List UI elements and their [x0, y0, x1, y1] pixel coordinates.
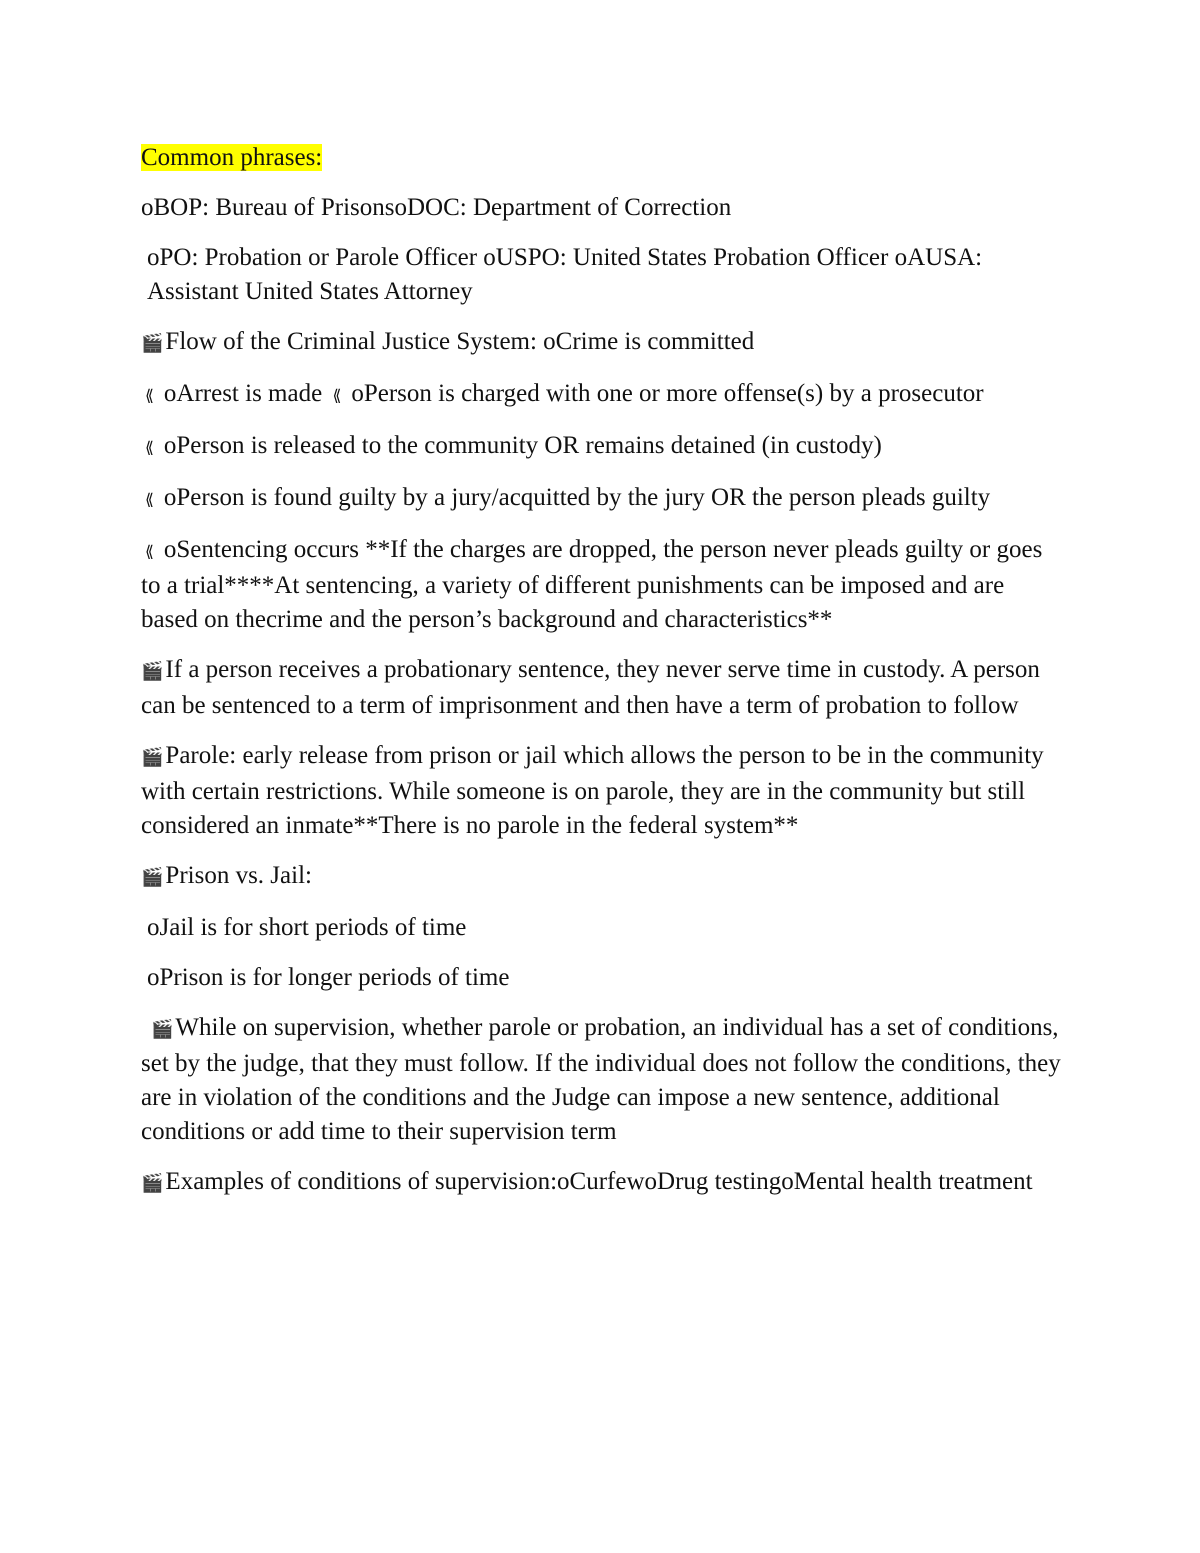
paragraph-released — [141, 429, 1066, 465]
clapperboard-icon: 🎬 — [141, 747, 164, 768]
paragraph-abbreviations-1: oBOP: Bureau of PrisonsoDOC: Department of Correction — [141, 194, 732, 221]
paragraph-probation — [141, 653, 1066, 723]
clapperboard-icon: 🎬 — [141, 1173, 164, 1194]
paragraph-sentencing — [141, 533, 1066, 637]
sentencing-text: oSentencing occurs **If the charges are dropped, the person never pleads guilty or goes to a trial****At sentencing, a variety of different punishments can be imposed and are based on thecrime and the person’s background and characteristics** — [141, 536, 1043, 633]
charged-text: oPerson is charged with one or more offense(s) by a prosecutor — [351, 380, 984, 407]
arrest-text: oArrest is made — [163, 380, 323, 407]
arrow-icon: ⟪ — [332, 386, 342, 405]
paragraph-supervision — [141, 1011, 1066, 1149]
guilty-text: oPerson is found guilty by a jury/acquitted by the jury OR the person pleads guilty — [163, 484, 991, 511]
paragraph-guilty — [141, 481, 1066, 517]
arrow-icon: ⟪ — [145, 438, 154, 457]
prison-vs-jail-text: Prison vs. Jail: — [165, 862, 312, 889]
paragraph-arrest — [141, 377, 1066, 413]
examples-text: Examples of conditions of supervision:oCurfewoDrug testingoMental health treatment — [165, 1168, 1033, 1195]
clapperboard-icon: 🎬 — [141, 661, 164, 682]
supervision-text: While on supervision, whether parole or probation, an individual has a set of conditions, set by the judge, that they must follow. If the individual does not follow the conditions, they are in violation of the conditions and the Judge can impose a new sentence, additional conditions or add time to their supervision term — [141, 1014, 1061, 1145]
arrow-icon: ⟪ — [145, 490, 154, 509]
paragraph-parole — [141, 739, 1066, 843]
document-body — [141, 141, 1066, 1217]
released-text: oPerson is released to the community OR remains detained (in custody) — [163, 432, 882, 459]
paragraph-flow — [141, 325, 1066, 361]
paragraph-jail: oJail is for short periods of time — [147, 914, 467, 941]
highlighted-heading: Common phrases: — [141, 144, 323, 171]
arrow-icon: ⟪ — [145, 386, 154, 405]
paragraph-flow-text: Flow of the Criminal Justice System: oCrime is committed — [165, 328, 755, 355]
paragraph-abbreviations-2: oPO: Probation or Parole Officer oUSPO: United States Probation Officer oAUSA: Assistant United States Attorney — [147, 244, 983, 305]
parole-text: Parole: early release from prison or jail which allows the person to be in the community with certain restrictions. While someone is on parole, they are in the community but still considered an inmate**There is no parole in the federal system** — [141, 742, 1044, 839]
clapperboard-icon: 🎬 — [151, 1019, 174, 1040]
heading-line — [141, 141, 1066, 175]
paragraph-prison: oPrison is for longer periods of time — [147, 964, 510, 991]
clapperboard-icon: 🎬 — [141, 333, 164, 354]
arrow-icon: ⟪ — [145, 542, 154, 561]
probation-text: If a person receives a probationary sentence, they never serve time in custody. A person can be sentenced to a term of imprisonment and then have a term of probation to follow — [141, 656, 1040, 719]
clapperboard-icon: 🎬 — [141, 867, 164, 888]
paragraph-prison-vs-jail — [141, 859, 1066, 895]
paragraph-examples — [141, 1165, 1066, 1201]
